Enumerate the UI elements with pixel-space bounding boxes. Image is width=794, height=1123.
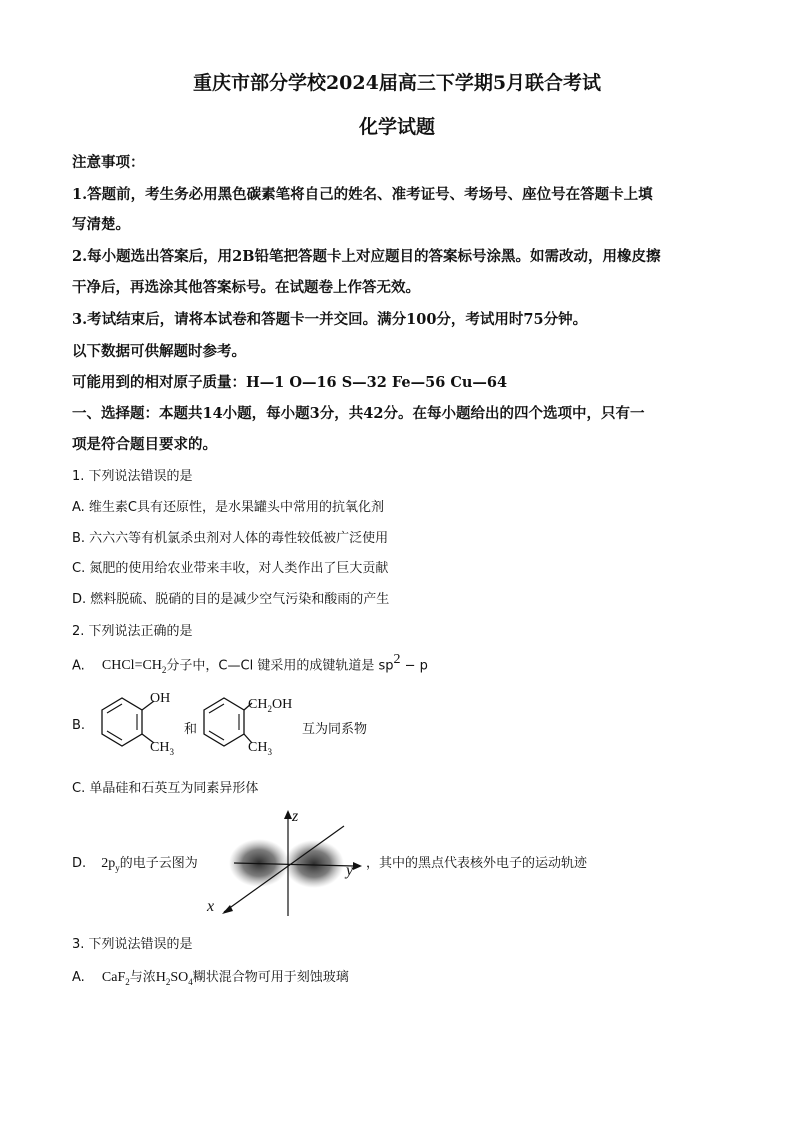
q2-option-d-label: D.: [72, 856, 87, 871]
page-title: 重庆市部分学校2024届高三下学期5月联合考试: [192, 72, 602, 94]
q2-option-d-text: 的电子云图为: [119, 856, 198, 871]
axis-label-y: y: [346, 862, 354, 879]
note-1-line-1: 1.答题前，考生务必用黑色碳素笔将自己的姓名、准考证号、考场号、座位号在答题卡上填: [72, 186, 653, 203]
q2-option-a-tail: − p: [400, 658, 428, 674]
q2-option-d: [72, 852, 198, 873]
axis-label-z: z: [292, 808, 299, 825]
q3-stem: 3. 下列说法错误的是: [72, 937, 193, 952]
formula-subscript: 4: [188, 976, 193, 987]
q1-stem: 1. 下列说法错误的是: [72, 469, 193, 484]
q3-option-a-mid: 与浓: [129, 970, 156, 985]
q2-option-a-label: A.: [72, 658, 85, 674]
ch2oh-subscript: 2: [267, 703, 272, 714]
q2-option-b-and: 和: [184, 722, 198, 737]
ch3-text: CH: [248, 740, 268, 755]
data-hint: 以下数据可供解题时参考。: [72, 343, 246, 360]
section-1-heading-line-2: 项是符合题目要求的。: [72, 436, 217, 453]
notes-heading: 注意事项：: [72, 154, 145, 171]
formula-text: SO: [170, 970, 189, 985]
q1-option-a: A. 维生素C具有还原性，是水果罐头中常用的抗氧化剂: [72, 500, 385, 515]
q1-option-b: B. 六六六等有机氯杀虫剂对人体的毒性较低被广泛使用: [72, 531, 389, 546]
q2-option-d-tail: ，其中的黑点代表核外电子的运动轨迹: [366, 856, 588, 871]
q2-option-b-label: B.: [72, 718, 86, 733]
q3-option-a: [72, 966, 349, 987]
formula-subscript: 2: [125, 976, 130, 987]
superscript: 2: [393, 652, 401, 667]
h2so4-formula: [156, 970, 193, 985]
q1-option-d: D. 燃料脱硫、脱硝的目的是减少空气污染和酸雨的产生: [72, 592, 390, 607]
phenol-ch3-label: [150, 740, 174, 757]
ch3-subscript: 3: [267, 746, 272, 757]
note-3: 3.考试结束后，请将本试卷和答题卡一并交回。满分100分，考试用时75分钟。: [72, 311, 588, 328]
q2-option-a-text: 分子中，C—Cl 键采用的成键轨道是 sp: [166, 658, 394, 674]
formula-text: CaF: [101, 970, 126, 985]
ch2oh-text: CH: [248, 697, 268, 712]
q2-option-a-formula: [101, 658, 167, 676]
q2-option-b-text: 互为同系物: [302, 722, 368, 737]
note-2-line-2: 干净后，再选涂其他答案标号。在试题卷上作答无效。: [72, 279, 420, 296]
note-2-line-1: 2.每小题选出答案后，用2B铅笔把答题卡上对应题目的答案标号涂黑。如需改动，用橡皮擦: [72, 248, 661, 265]
z-axis-arrow: [284, 810, 292, 819]
formula-subscript: 2: [165, 976, 171, 987]
ch2oh-label: [248, 697, 292, 714]
formula-subscript: 2: [161, 665, 167, 676]
axis-label-x: x: [207, 898, 215, 915]
q3-option-a-text: 糊状混合物可用于刻蚀玻璃: [192, 970, 349, 985]
formula-text: H: [155, 970, 166, 985]
phenol-structure: [92, 688, 192, 762]
y-axis-arrow: [353, 862, 362, 870]
atomic-mass-line: 可能用到的相对原子质量：H—1 O—16 S—32 Fe—56 Cu—64: [72, 374, 508, 391]
q3-option-a-label: A.: [72, 970, 85, 985]
phenol-oh-label: OH: [150, 691, 171, 706]
formula-text: CHCl=CH: [101, 658, 162, 674]
formula-subscript: y: [115, 862, 120, 873]
q2-stem: 2. 下列说法正确的是: [72, 624, 193, 639]
q2-option-d-formula: [101, 856, 120, 871]
note-1-line-2: 写清楚。: [72, 216, 130, 233]
ch3-subscript: 3: [169, 746, 174, 757]
q2-option-a: [72, 652, 428, 675]
benzyl-ch3-label: [248, 740, 272, 757]
section-1-heading-line-1: 一、选择题：本题共14小题，每小题3分，共42分。在每小题给出的四个选项中，只有一: [72, 405, 645, 422]
caf2-formula: [102, 970, 130, 985]
page-subtitle: 化学试题: [358, 116, 435, 138]
formula-text: 2p: [101, 856, 116, 871]
q2-option-c: C. 单晶硅和石英互为同素异形体: [72, 781, 259, 796]
ch3-text: CH: [150, 740, 170, 755]
ch2oh-tail: OH: [271, 697, 293, 712]
q1-option-c: C. 氮肥的使用给农业带来丰收，对人类作出了巨大贡献: [72, 561, 389, 576]
